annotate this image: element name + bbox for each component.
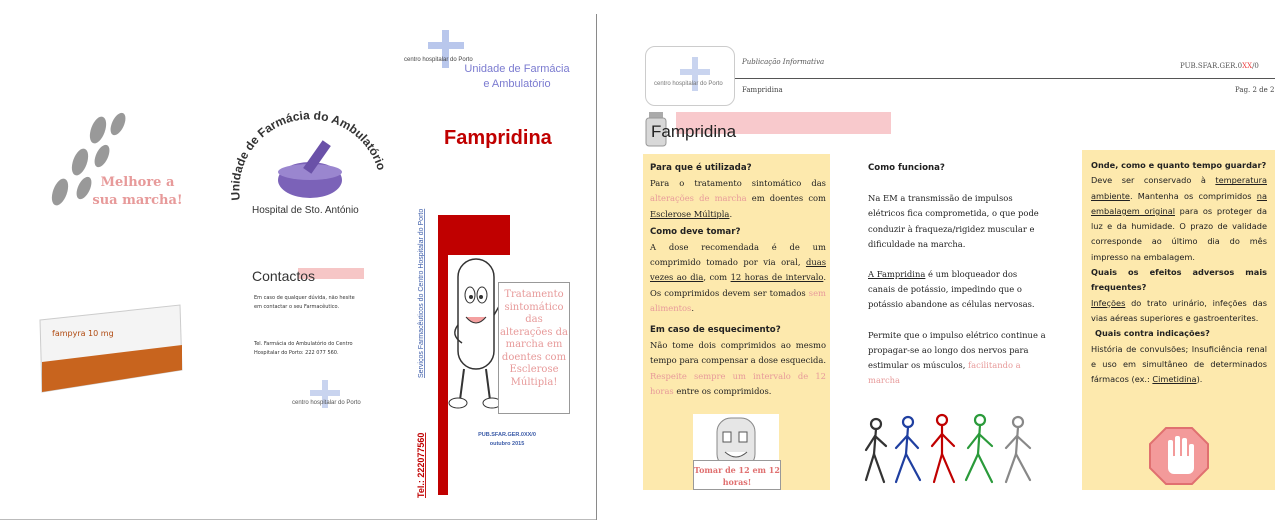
- logo-subtitle: Hospital de Sto. António: [252, 205, 359, 216]
- header-page-number: Pag. 2 de 2: [1235, 86, 1275, 94]
- header-pub-code: PUB.SFAR.GER.0XX/0: [1180, 62, 1259, 70]
- cover-pub-date: outubro 2015: [489, 441, 525, 447]
- col2-paragraph-2: A Fampridina é um bloqueador dos canais de potássio, impedindo que o potássio abandone as células nervosas.: [868, 269, 1035, 310]
- col2-paragraph-1: Na EM a transmissão de impulsos elétricos fica comprometida, o que pode conduzir à fraqueza/rigidez muscular e dificuldade na marcha.: [868, 193, 1039, 249]
- contacts-title: Contactos: [252, 268, 316, 284]
- unit-title: Unidade de Farmácia e Ambulatório: [464, 63, 570, 90]
- col2-paragraph-3: Permite que o impulso elétrico continue a propagar-se ao longo dos nervos para estimular os músculos, facilitando a marcha: [868, 329, 1046, 386]
- drug-title-cover: Fampridina: [444, 127, 552, 149]
- product-box-image: [30, 300, 190, 395]
- header-hospital-brand: centro hospitalar do Porto: [654, 81, 723, 87]
- accent-bar-vertical: [438, 215, 448, 495]
- col3-question-2: Quais os efeitos adversos mais frequentes?: [1091, 267, 1267, 293]
- column-2: [868, 160, 1046, 388]
- col3-question-1: Onde, como e quanto tempo guardar?: [1091, 160, 1267, 170]
- page-divider: [596, 14, 597, 520]
- hospital-brand-small: centro hospitalar do Porto: [292, 400, 361, 406]
- vertical-services-text: Serviços Farmacêuticos do Centro Hospitalar do Porto: [418, 208, 425, 378]
- col1-question-3: Em caso de esquecimento?: [650, 325, 781, 336]
- header-rule: [735, 78, 1275, 79]
- col1-answer-1: Para o tratamento sintomático das alterações de marcha em doentes com Esclerose Múltipla.: [650, 178, 826, 219]
- take-every-12h-callout: Tomar de 12 em 12 horas!: [693, 460, 781, 490]
- accent-bar-horizontal: [438, 215, 510, 255]
- hospital-logo-small: [290, 378, 361, 413]
- col1-answer-2: A dose recomendada é de um comprimido tomado por via oral, duas vezes ao dia, com 12 horas de intervalo. Os comprimidos devem ser tomados sem alimentos.: [650, 242, 827, 313]
- product-box-label: fampyra 10 mg: [52, 329, 114, 338]
- col3-question-3: Quais contra indicações?: [1095, 328, 1210, 339]
- stop-hand-icon: [1148, 426, 1210, 486]
- col3-answer-2: Infeções do trato urinário, infeções das vias aéreas superiores e gastroenterites.: [1091, 297, 1267, 323]
- vertical-text-phone: [414, 400, 426, 500]
- vertical-phone-text: Tel.: 222077560: [416, 432, 426, 498]
- contacts-text-1: Em caso de qualquer dúvida, não hesite em contactar o seu Farmacêutico.: [254, 295, 355, 310]
- column-3: [1091, 158, 1267, 387]
- col2-question-1: Como funciona?: [868, 163, 945, 173]
- header-doc-name: Fampridina: [742, 86, 783, 94]
- cover-pub-code-text: PUB.SFAR.GER.0XX/0: [478, 432, 536, 438]
- page-bottom-edge: [0, 519, 596, 520]
- vertical-text-services: [414, 150, 426, 380]
- column-1: [650, 160, 826, 399]
- col3-answer-1: Deve ser conservado à temperatura ambiente. Mantenha os comprimidos na embalagem original para os proteger da luz e da humidade. O prazo de validade corresponde ao último dia do mês impresso na embalagem.: [1091, 175, 1267, 262]
- hospital-brand-top: centro hospitalar do Porto: [404, 57, 473, 63]
- header-hospital-logo: [645, 46, 735, 106]
- unit-logo: [220, 100, 390, 220]
- contacts-text-2: Tel. Farmácia do Ambulatório do Centro Hospitalar do Porto: 222 077 560.: [254, 341, 353, 356]
- logo-arc-text: Unidade de Farmácia do Ambulatório: [228, 108, 389, 202]
- col1-question-1: Para que é utilizada?: [650, 163, 752, 173]
- slogan: Melhore a sua marcha!: [92, 175, 183, 208]
- walking-figures-image: [862, 410, 1047, 490]
- header-pub-info: Publicação Informativa: [742, 58, 825, 66]
- treatment-callout: Tratamento sintomático das alterações da marcha em doentes com Esclerose Múltipla!: [498, 282, 570, 414]
- col1-answer-3: Não tome dois comprimidos ao mesmo tempo para compensar a dose esquecida. Respeite sempre um intervalo de 12 horas entre os comprimidos.: [650, 340, 827, 396]
- cover-pub-code: [467, 431, 547, 449]
- page-title: Fampridina: [651, 122, 737, 141]
- col1-question-2: Como deve tomar?: [650, 226, 741, 237]
- col3-answer-3: História de convulsões; Insuficiência renal e uso em simultâneo de determinados fármacos (ex.: Cimetidina).: [1091, 343, 1267, 385]
